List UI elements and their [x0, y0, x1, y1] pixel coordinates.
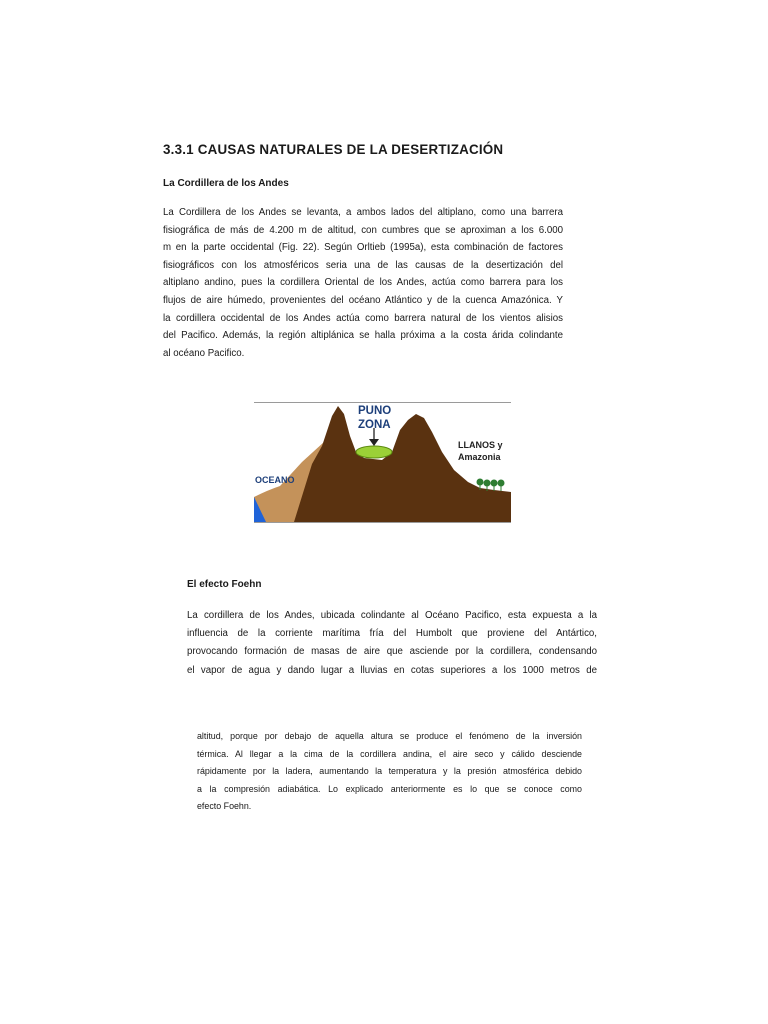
paragraph-line: altiplano andino, pues la cordillera Oriental de los Andes, actúa como barrera para los	[163, 277, 563, 289]
paragraph-line: el vapor de agua y dando lugar a lluvias en cotas superiores a los 1000 metros de	[187, 664, 597, 676]
paragraph-line: La Cordillera de los Andes se levanta, a ambos lados del altiplano, como una barrera	[163, 207, 563, 218]
paragraph-line: altitud, porque por debajo de aquella altura se produce el fenómeno de la inversión	[197, 731, 582, 741]
puno-plateau-shape	[356, 446, 392, 458]
label-oceano: OCEANO	[255, 475, 295, 485]
paragraph-line: del Pacifico. Además, la región altiplánica se halla próxima a la costa árida colindante	[163, 330, 563, 342]
paragraph-line: flujos de aire húmedo, provenientes del océano Atlántico y de la cuenca Amazónica. Y	[163, 294, 563, 306]
paragraph-line: térmica. Al llegar a la cima de la cordillera andina, el aire seco y cálido desciende	[197, 748, 582, 759]
label-zona: ZONA	[358, 419, 391, 431]
paragraph-line: efecto Foehn.	[197, 801, 252, 811]
paragraph-foehn	[187, 607, 597, 680]
label-amazonia: Amazonia	[458, 452, 501, 462]
paragraph-line: rápidamente por la ladera, aumentando la temperatura y la presión atmosférica debido	[197, 766, 582, 776]
paragraph-line: provocando formación de masas de aire que asciende por la cordillera, condensando	[187, 646, 597, 658]
paragraph-line: m en la parte occidental (Fig. 22). Según Orltieb (1995a), esta combinación de factores	[163, 242, 563, 254]
arrow-head-icon	[369, 439, 379, 446]
paragraph-line: a la compresión adiabática. Lo explicado anteriormente es lo que se conoce como	[197, 783, 582, 794]
subheading-foehn: El efecto Foehn	[187, 579, 262, 590]
label-llanos: LLANOS y	[458, 440, 503, 450]
paragraph-foehn-continued	[197, 728, 582, 816]
label-puno: PUNO	[358, 405, 392, 417]
paragraph-line: la cordillera occidental de los Andes actúa como barrera natural de los vientos alisios	[163, 312, 563, 324]
paragraph-line: fisiográficos con los atmosféricos seria una de las causas de la desertización del	[163, 259, 563, 271]
paragraph-line: fisiográfica de más de 4.200 m de altitud, con cumbres que se aproximan a los 6.000	[163, 224, 563, 236]
section-heading: 3.3.1 CAUSAS NATURALES DE LA DESERTIZACIÓN	[163, 142, 504, 157]
paragraph-cordillera	[163, 204, 563, 362]
subheading-cordillera: La Cordillera de los Andes	[163, 178, 289, 189]
paragraph-line: influencia de la corriente marítima fría del Humbolt que proviene del Antártico,	[187, 628, 597, 640]
paragraph-line: al océano Pacifico.	[163, 347, 245, 359]
paragraph-line: La cordillera de los Andes, ubicada colindante al Océano Pacifico, esta expuesta a la	[187, 610, 597, 621]
mountain-range-shape	[294, 406, 511, 522]
andes-cross-section-figure	[254, 402, 511, 523]
